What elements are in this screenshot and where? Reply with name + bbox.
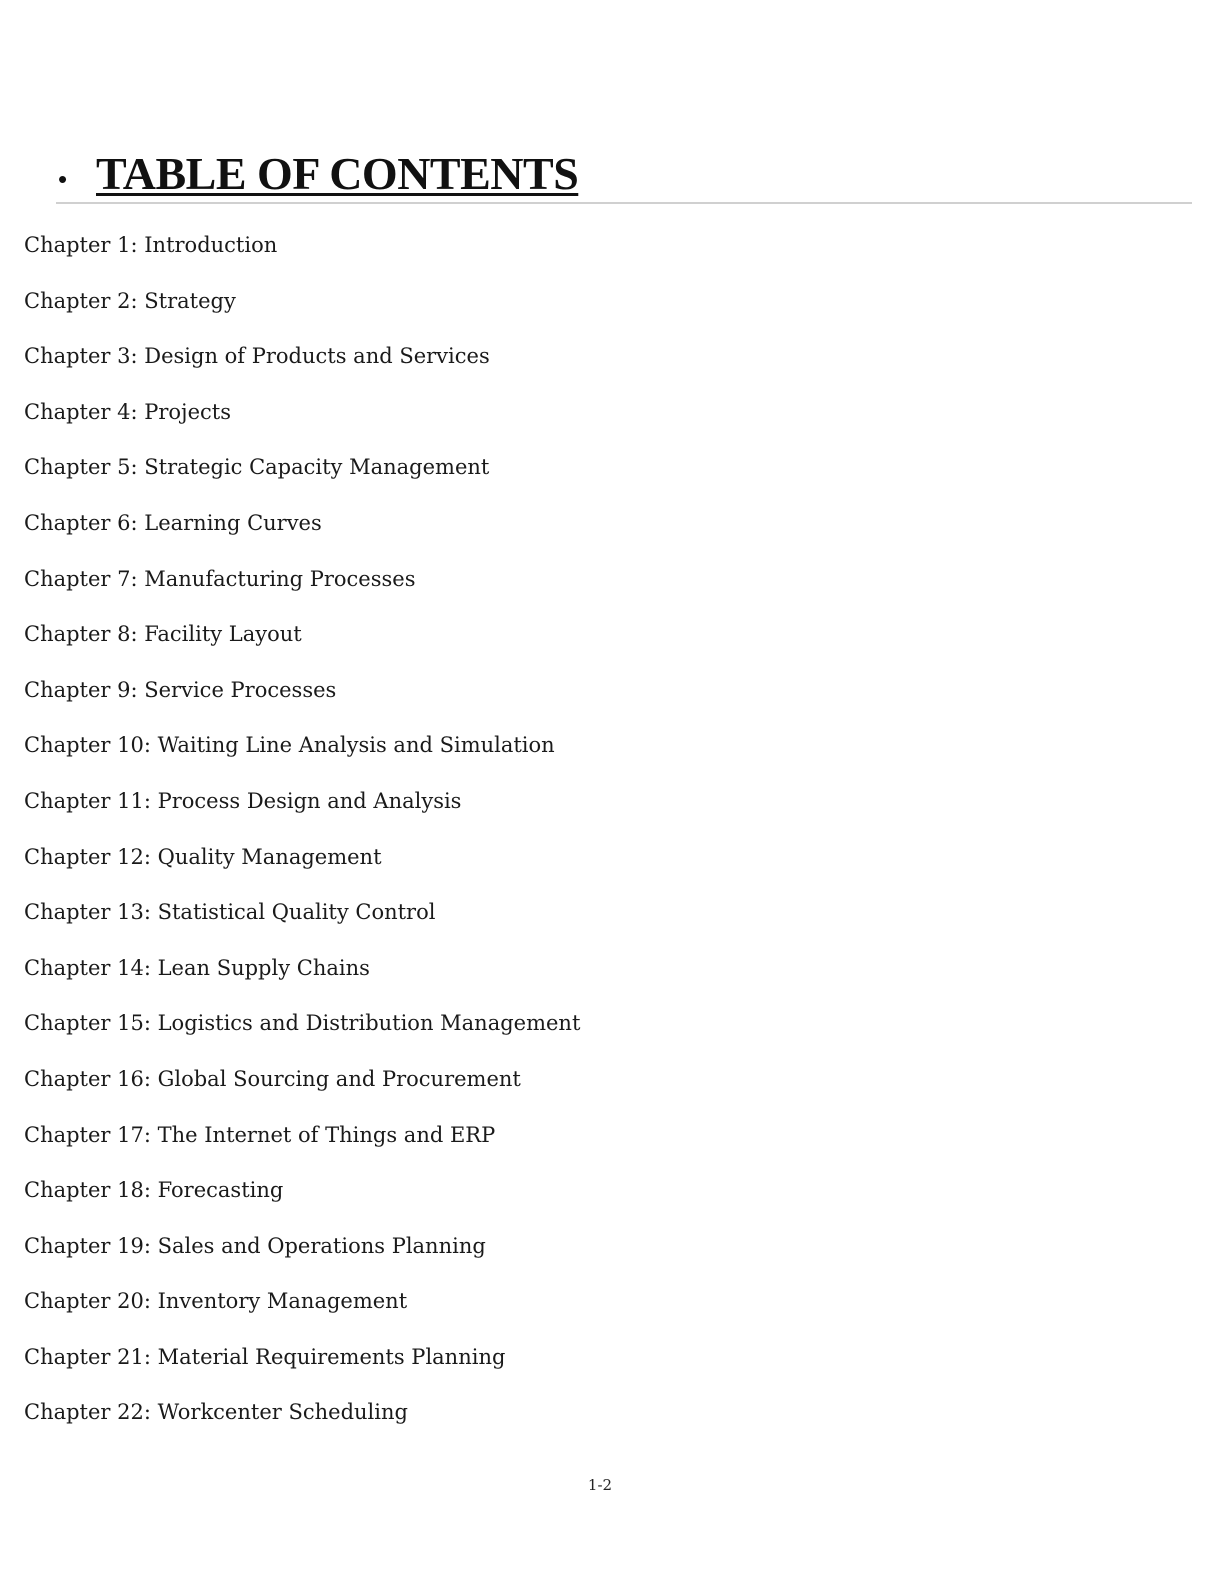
- toc-entry-chapter-21[interactable]: Chapter 21: Material Requirements Planning: [24, 1344, 506, 1369]
- toc-entry-chapter-13[interactable]: Chapter 13: Statistical Quality Control: [24, 900, 436, 925]
- page-number: 1-2: [587, 1476, 613, 1494]
- toc-entry-chapter-7[interactable]: Chapter 7: Manufacturing Processes: [24, 566, 416, 591]
- toc-entry-chapter-5[interactable]: Chapter 5: Strategic Capacity Management: [24, 455, 490, 480]
- toc-heading-row: [56, 140, 1192, 204]
- toc-entry-chapter-2[interactable]: Chapter 2: Strategy: [24, 288, 236, 313]
- toc-entry-chapter-4[interactable]: Chapter 4: Projects: [24, 399, 231, 424]
- toc-entry-chapter-20[interactable]: Chapter 20: Inventory Management: [24, 1289, 408, 1314]
- toc-entry-chapter-1[interactable]: Chapter 1: Introduction: [24, 233, 278, 257]
- toc-entry-chapter-6[interactable]: Chapter 6: Learning Curves: [24, 510, 322, 535]
- toc-entry-chapter-16[interactable]: Chapter 16: Global Sourcing and Procurement: [24, 1066, 521, 1091]
- toc-entry-chapter-15[interactable]: Chapter 15: Logistics and Distribution Management: [24, 1011, 581, 1036]
- toc-list: [24, 230, 580, 1453]
- toc-entry-chapter-11[interactable]: Chapter 11: Process Design and Analysis: [24, 788, 462, 813]
- toc-entry-chapter-14[interactable]: Chapter 14: Lean Supply Chains: [24, 955, 370, 980]
- toc-entry-chapter-3[interactable]: Chapter 3: Design of Products and Services: [24, 344, 490, 369]
- page-title: TABLE OF CONTENTS: [96, 148, 579, 199]
- toc-entry-chapter-22[interactable]: Chapter 22: Workcenter Scheduling: [24, 1400, 408, 1425]
- toc-entry-chapter-10[interactable]: Chapter 10: Waiting Line Analysis and Simulation: [24, 733, 555, 758]
- toc-entry-chapter-18[interactable]: Chapter 18: Forecasting: [24, 1178, 284, 1203]
- toc-entry-chapter-9[interactable]: Chapter 9: Service Processes: [24, 677, 337, 702]
- bullet-icon: •: [58, 164, 68, 194]
- toc-entry-chapter-8[interactable]: Chapter 8: Facility Layout: [24, 622, 302, 647]
- toc-entry-chapter-19[interactable]: Chapter 19: Sales and Operations Planning: [24, 1233, 486, 1258]
- toc-entry-chapter-17[interactable]: Chapter 17: The Internet of Things and ERP: [24, 1122, 496, 1147]
- toc-entry-chapter-12[interactable]: Chapter 12: Quality Management: [24, 844, 382, 869]
